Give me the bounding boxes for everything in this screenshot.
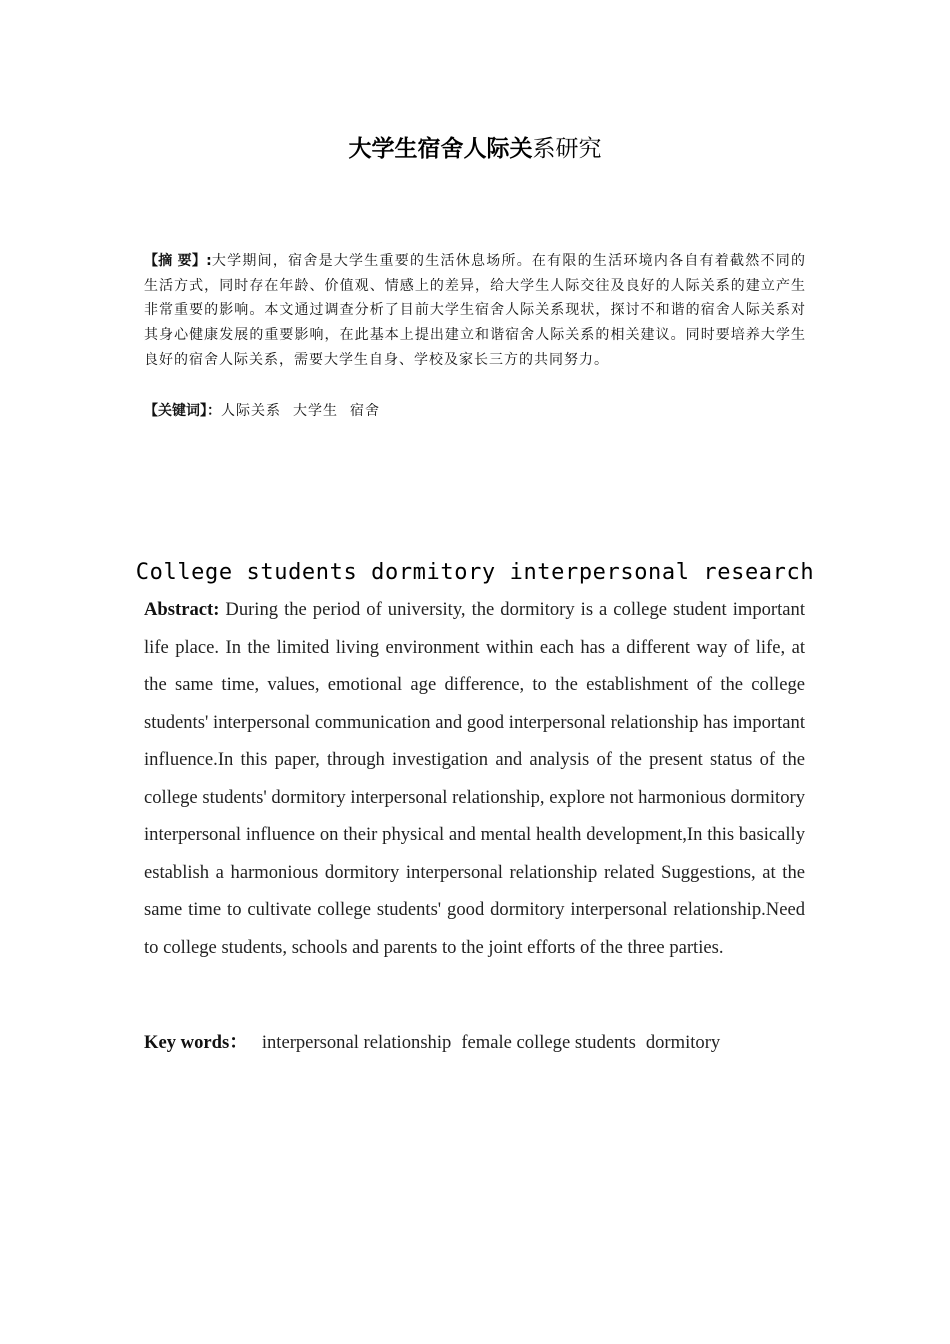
keywords-cn	[144, 399, 806, 423]
abstract-cn-text: 大学期间，宿舍是大学生重要的生活休息场所。在有限的生活环境内各自有着截然不同的生活方式，同时存在年龄、价值观、情感上的差异，给大学生人际交往及良好的人际关系的建立产生非常重要的影响。本文通过调查分析了目前大学生宿舍人际关系现状，探讨不和谐的宿舍人际关系对其身心健康发展的重要影响，在此基本上提出建立和谐宿舍人际关系的相关建议。同时要培养大学生良好的宿舍人际关系，需要大学生自身、学校及家长三方的共同努力。	[144, 253, 806, 368]
abstract-cn	[144, 249, 806, 373]
keywords-en-label: Key words：	[144, 1032, 248, 1053]
keyword-cn-item: 人际关系	[221, 403, 281, 419]
page-title-cn	[0, 132, 950, 166]
keyword-en-item: female college students	[461, 1032, 636, 1053]
abstract-en-label: Abstract:	[144, 599, 220, 620]
abstract-en-text: During the period of university, the dormitory is a college student important life place. In the limited living environment within each has a different way of life, at the same time, values, emotional age difference, to the establishment of the college students' interpersonal communication and good interpersonal relationship has important influence.In this paper, through investigation and analysis of the present status of the college students' dormitory interpersonal relationship, explore not harmonious dormitory interpersonal influence on their physical and mental health development,In this basically establish a harmonious dormitory interpersonal relationship related Suggestions, at the same time to cultivate college students' good dormitory interpersonal relationship.Need to college students, schools and parents to the joint efforts of the three parties.	[144, 599, 805, 958]
keywords-en	[144, 1025, 805, 1061]
keywords-cn-label: 【关键词】：	[144, 403, 221, 419]
title-cn-normal-part: 系研究	[532, 136, 602, 162]
keyword-cn-item: 宿舍	[350, 403, 380, 419]
title-cn-bold-part: 大学生宿舍人际关	[348, 136, 533, 162]
abstract-cn-label: 【摘 要】:	[144, 253, 212, 269]
keyword-en-item: interpersonal relationship	[261, 1032, 452, 1053]
abstract-en	[144, 591, 805, 966]
page-title-en: College students dormitory interpersonal research	[135, 560, 815, 585]
keyword-cn-item: 大学生	[293, 403, 338, 419]
keyword-en-item: dormitory	[645, 1032, 721, 1053]
